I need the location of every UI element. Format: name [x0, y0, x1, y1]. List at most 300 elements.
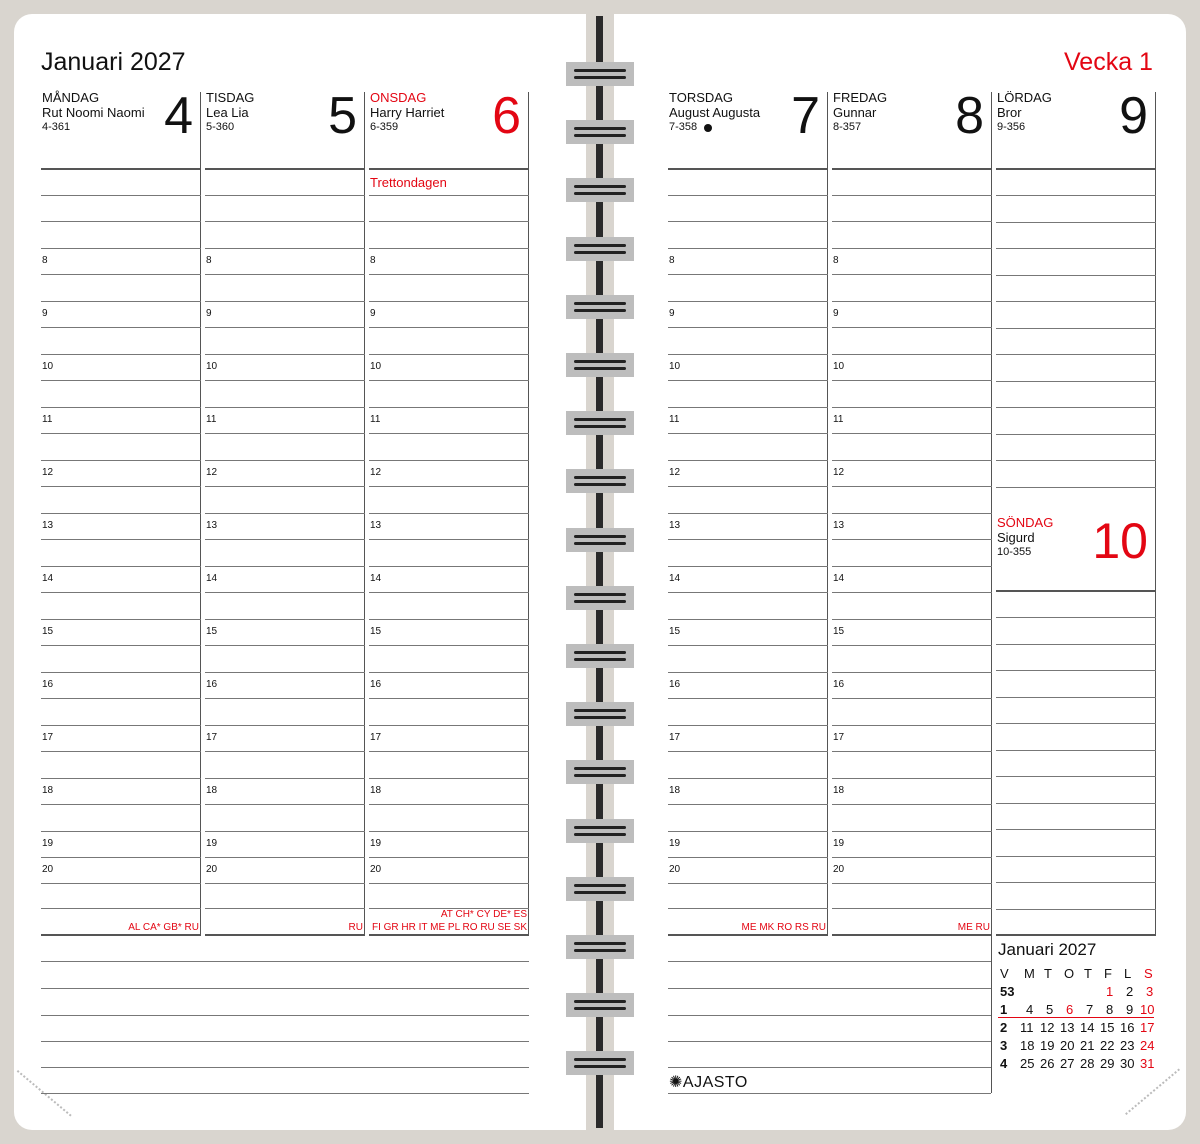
note-line [996, 275, 1156, 276]
mini-calendar-day: 6 [1066, 1002, 1074, 1017]
hour-line [41, 301, 201, 302]
hour-label: 19 [42, 838, 54, 849]
note-line [996, 354, 1156, 355]
note-line [996, 723, 1156, 724]
hour-label: 11 [370, 414, 381, 425]
half-hour-line [668, 274, 828, 275]
mini-calendar-day: 2 [1126, 984, 1134, 999]
half-hour-line [41, 592, 201, 593]
big-date-number: 4 [164, 87, 193, 145]
mini-calendar-header: T [1084, 966, 1092, 981]
spiral-ring [566, 62, 634, 86]
note-line [832, 195, 992, 196]
hour-line [369, 248, 529, 249]
hour-line [369, 407, 529, 408]
spiral-ring [566, 411, 634, 435]
half-hour-line [668, 433, 828, 434]
mini-calendar-day: 10 [1140, 1002, 1155, 1017]
hour-label: 8 [206, 255, 212, 266]
note-line [205, 221, 365, 222]
note-line [41, 195, 201, 196]
mini-calendar-day: 12 [1040, 1020, 1055, 1035]
half-hour-line [369, 274, 529, 275]
big-date-number: 9 [1119, 87, 1148, 145]
half-hour-line [205, 380, 365, 381]
hour-label: 16 [206, 679, 218, 690]
hour-label: 18 [833, 785, 845, 796]
country-flags: RU [348, 922, 363, 933]
half-hour-line [832, 380, 992, 381]
spiral-ring [566, 993, 634, 1017]
mini-calendar-title: Januari 2027 [998, 940, 1097, 959]
hour-label: 19 [206, 838, 218, 849]
header-rule [668, 168, 828, 170]
hour-line [41, 619, 201, 620]
week-number: 4 [1000, 1056, 1008, 1071]
week-number: 3 [1000, 1038, 1008, 1053]
hour-line [832, 248, 992, 249]
half-hour-line [369, 645, 529, 646]
spiral-ring [566, 877, 634, 901]
notes-line [41, 961, 529, 962]
hour-label: 14 [206, 573, 218, 584]
note-line [668, 883, 828, 884]
mini-calendar-day: 19 [1040, 1038, 1055, 1053]
half-hour-line [41, 804, 201, 805]
hour-line [369, 857, 529, 858]
hour-line [205, 857, 365, 858]
half-hour-line [205, 751, 365, 752]
hour-line [205, 301, 365, 302]
notes-line [41, 1067, 529, 1068]
hour-label: 15 [370, 626, 382, 637]
note-line [668, 195, 828, 196]
half-hour-line [369, 486, 529, 487]
note-line [996, 697, 1156, 698]
hour-label: 8 [42, 255, 48, 266]
hour-label: 19 [833, 838, 845, 849]
note-line [369, 883, 529, 884]
hour-label: 12 [42, 467, 54, 478]
hour-line [205, 566, 365, 567]
brand-logo [669, 1072, 748, 1092]
mini-calendar-day: 3 [1146, 984, 1154, 999]
half-hour-line [832, 433, 992, 434]
mini-calendar-header: T [1044, 966, 1052, 981]
day-name: ONSDAG [370, 90, 427, 105]
mini-calendar-day: 24 [1140, 1038, 1155, 1053]
hour-line [832, 831, 992, 832]
half-hour-line [41, 274, 201, 275]
hour-line [832, 619, 992, 620]
hour-line [369, 725, 529, 726]
hour-line [668, 778, 828, 779]
hour-label: 15 [42, 626, 54, 637]
note-line [668, 908, 828, 909]
hour-label: 14 [669, 573, 681, 584]
hour-line [832, 407, 992, 408]
half-hour-line [41, 645, 201, 646]
country-flags: AL CA* GB* RU [128, 922, 199, 933]
notes-line [41, 1015, 529, 1016]
hour-label: 12 [206, 467, 218, 478]
half-hour-line [369, 380, 529, 381]
spiral-ring [566, 819, 634, 843]
hour-line [668, 672, 828, 673]
hour-label: 18 [42, 785, 54, 796]
hour-line [832, 857, 992, 858]
half-hour-line [668, 539, 828, 540]
mini-calendar-day: 31 [1140, 1056, 1155, 1071]
left-page [14, 14, 586, 1130]
hour-line [832, 460, 992, 461]
hour-line [832, 672, 992, 673]
half-hour-line [41, 433, 201, 434]
notes-line [668, 1067, 991, 1068]
note-line [996, 248, 1156, 249]
hour-line [668, 725, 828, 726]
mini-calendar-day: 18 [1020, 1038, 1035, 1053]
hour-label: 10 [370, 361, 382, 372]
hour-label: 20 [833, 864, 845, 875]
half-hour-line [832, 486, 992, 487]
hour-line [205, 725, 365, 726]
name-days: Rut Noomi Naomi [42, 105, 145, 120]
day-name: TORSDAG [669, 90, 734, 105]
hour-line [668, 354, 828, 355]
hour-line [668, 619, 828, 620]
half-hour-line [832, 274, 992, 275]
day-of-year: 4-361 [42, 121, 71, 133]
day-of-year: 9-356 [997, 121, 1026, 133]
mini-calendar-day: 16 [1120, 1020, 1135, 1035]
current-week-underline [998, 1017, 1154, 1018]
hour-line [832, 301, 992, 302]
hour-line [41, 513, 201, 514]
hour-label: 9 [833, 308, 839, 319]
big-date-number: 8 [955, 87, 984, 145]
hour-line [668, 831, 828, 832]
day-name: LÖRDAG [997, 90, 1052, 105]
brand-name: AJASTO [682, 1074, 748, 1091]
holiday-label: Trettondagen [370, 175, 447, 190]
hour-label: 17 [206, 732, 218, 743]
half-hour-line [668, 380, 828, 381]
note-line [832, 908, 992, 909]
hour-label: 17 [833, 732, 845, 743]
hour-label: 16 [370, 679, 382, 690]
half-hour-line [205, 486, 365, 487]
mini-calendar-header: F [1104, 966, 1112, 981]
hour-label: 14 [42, 573, 54, 584]
hour-label: 19 [370, 838, 382, 849]
note-line [996, 222, 1156, 223]
note-line [832, 221, 992, 222]
big-date-number: 6 [492, 87, 521, 145]
hour-label: 16 [833, 679, 845, 690]
spiral-ring [566, 295, 634, 319]
hour-label: 10 [833, 361, 845, 372]
hour-line [832, 513, 992, 514]
half-hour-line [369, 698, 529, 699]
notes-line [668, 1093, 991, 1094]
hour-line [369, 513, 529, 514]
spiral-ring [566, 702, 634, 726]
note-line [996, 381, 1156, 382]
hour-label: 10 [42, 361, 54, 372]
note-line [41, 908, 201, 909]
hour-label: 13 [833, 520, 845, 531]
notes-line [668, 1015, 991, 1016]
hour-line [205, 831, 365, 832]
hour-line [668, 513, 828, 514]
note-line [996, 460, 1156, 461]
notes-line [41, 1041, 529, 1042]
note-line [205, 908, 365, 909]
half-hour-line [832, 698, 992, 699]
day-name: MÅNDAG [42, 90, 100, 105]
name-days: Harry Harriet [370, 105, 445, 120]
note-line [996, 856, 1156, 857]
day-of-year: 8-357 [833, 121, 862, 133]
notes-line [41, 988, 529, 989]
hour-line [668, 566, 828, 567]
half-hour-line [832, 804, 992, 805]
spiral-ring [566, 353, 634, 377]
hour-line [369, 619, 529, 620]
hour-line [205, 354, 365, 355]
half-hour-line [369, 592, 529, 593]
note-line [996, 195, 1156, 196]
half-hour-line [668, 645, 828, 646]
hour-label: 12 [669, 467, 681, 478]
note-line [996, 301, 1156, 302]
mini-calendar-day: 23 [1120, 1038, 1135, 1053]
hour-label: 13 [669, 520, 681, 531]
hour-label: 14 [833, 573, 845, 584]
hour-line [41, 407, 201, 408]
hour-label: 20 [42, 864, 54, 875]
note-line [369, 195, 529, 196]
country-flags: FI GR HR IT ME PL RO RU SE SK [371, 922, 527, 933]
notes-line [668, 988, 991, 989]
spiral-ring [566, 760, 634, 784]
note-line [205, 883, 365, 884]
note-line [996, 909, 1156, 910]
country-flags: AT CH* CY DE* ES [440, 909, 527, 920]
day-of-year: 6-359 [370, 121, 399, 133]
hour-label: 9 [42, 308, 48, 319]
mini-calendar-header: M [1024, 966, 1035, 981]
hour-label: 14 [370, 573, 382, 584]
hour-line [369, 566, 529, 567]
spiral-ring [566, 469, 634, 493]
hour-line [41, 778, 201, 779]
mini-calendar-day: 1 [1106, 984, 1114, 999]
moon-phase-icon [704, 124, 712, 132]
hour-label: 16 [42, 679, 54, 690]
hour-line [41, 460, 201, 461]
note-line [996, 776, 1156, 777]
hour-line [832, 778, 992, 779]
half-hour-line [205, 592, 365, 593]
half-hour-line [832, 592, 992, 593]
hour-line [369, 460, 529, 461]
big-date-number: 10 [1092, 513, 1148, 569]
mini-calendar-day: 30 [1120, 1056, 1135, 1071]
hour-label: 12 [833, 467, 845, 478]
day-name: FREDAG [833, 90, 888, 105]
hour-label: 15 [206, 626, 218, 637]
half-hour-line [41, 539, 201, 540]
note-line [668, 221, 828, 222]
hour-label: 17 [370, 732, 382, 743]
mini-calendar-day: 28 [1080, 1056, 1095, 1071]
note-line [996, 407, 1156, 408]
half-hour-line [832, 645, 992, 646]
mini-calendar-day: 21 [1080, 1038, 1095, 1053]
hour-line [668, 857, 828, 858]
mini-calendar-day: 11 [1020, 1020, 1034, 1035]
country-flags: ME RU [957, 922, 990, 933]
country-flags: ME MK RO RS RU [741, 922, 826, 933]
note-line [996, 803, 1156, 804]
half-hour-line [668, 698, 828, 699]
half-hour-line [369, 751, 529, 752]
hour-line [205, 778, 365, 779]
column-bottom-rule [668, 934, 828, 936]
note-line [996, 328, 1156, 329]
note-line [996, 434, 1156, 435]
spiral-ring [566, 644, 634, 668]
hour-label: 11 [833, 414, 844, 425]
hour-label: 20 [206, 864, 218, 875]
name-days: Gunnar [833, 105, 877, 120]
name-days: August Augusta [669, 105, 761, 120]
hour-label: 8 [833, 255, 839, 266]
hour-line [41, 857, 201, 858]
hour-line [205, 672, 365, 673]
column-bottom-rule [41, 934, 201, 936]
hour-line [832, 725, 992, 726]
note-line [205, 195, 365, 196]
hour-line [369, 778, 529, 779]
note-line [832, 883, 992, 884]
hour-label: 19 [669, 838, 681, 849]
hour-label: 8 [370, 255, 376, 266]
note-line [41, 883, 201, 884]
big-date-number: 5 [328, 87, 357, 145]
name-days: Sigurd [997, 530, 1035, 545]
hour-line [205, 619, 365, 620]
notes-line [668, 961, 991, 962]
hour-label: 10 [669, 361, 681, 372]
header-rule [996, 168, 1156, 170]
note-line [996, 750, 1156, 751]
column-bottom-rule [205, 934, 365, 936]
mini-calendar-header: L [1124, 966, 1132, 981]
half-hour-line [668, 592, 828, 593]
hour-label: 18 [370, 785, 382, 796]
mini-calendar-day: 22 [1100, 1038, 1115, 1053]
hour-line [205, 460, 365, 461]
hour-label: 13 [42, 520, 54, 531]
mini-calendar-day: 29 [1100, 1056, 1115, 1071]
mini-calendar-header: O [1064, 966, 1075, 981]
half-hour-line [668, 486, 828, 487]
week-title: Vecka 1 [1064, 48, 1153, 76]
half-hour-line [369, 433, 529, 434]
half-hour-line [832, 751, 992, 752]
half-hour-line [41, 751, 201, 752]
note-line [996, 487, 1156, 488]
spiral-ring [566, 935, 634, 959]
mini-calendar-day: 14 [1080, 1020, 1095, 1035]
hour-line [832, 566, 992, 567]
name-days: Bror [997, 105, 1022, 120]
half-hour-line [41, 380, 201, 381]
mini-calendar-day: 15 [1100, 1020, 1115, 1035]
day-of-year: 10-355 [997, 546, 1032, 558]
hour-line [668, 460, 828, 461]
note-line [41, 221, 201, 222]
spiral-ring [566, 237, 634, 261]
hour-label: 12 [370, 467, 382, 478]
half-hour-line [205, 327, 365, 328]
hour-label: 16 [669, 679, 681, 690]
hour-line [668, 248, 828, 249]
header-rule [369, 168, 529, 170]
note-line [996, 882, 1156, 883]
mini-calendar-day: 13 [1060, 1020, 1075, 1035]
hour-line [369, 301, 529, 302]
column-divider [991, 935, 992, 1093]
hour-line [41, 831, 201, 832]
hour-label: 20 [669, 864, 681, 875]
half-hour-line [41, 698, 201, 699]
spiral-ring [566, 586, 634, 610]
hour-label: 17 [669, 732, 681, 743]
hour-line [205, 248, 365, 249]
half-hour-line [369, 804, 529, 805]
hour-label: 9 [669, 308, 675, 319]
mini-calendar-day: 7 [1086, 1002, 1094, 1017]
half-hour-line [668, 327, 828, 328]
hour-line [205, 407, 365, 408]
hour-label: 13 [206, 520, 218, 531]
day-of-year: 5-360 [206, 121, 235, 133]
month-title: Januari 2027 [41, 48, 186, 76]
day-name: SÖNDAG [997, 515, 1054, 530]
half-hour-line [205, 539, 365, 540]
week-number: 2 [1000, 1020, 1008, 1035]
hour-line [41, 725, 201, 726]
hour-label: 9 [370, 308, 376, 319]
hour-label: 11 [42, 414, 53, 425]
hour-line [369, 354, 529, 355]
hour-line [369, 831, 529, 832]
day-name: TISDAG [206, 90, 255, 105]
half-hour-line [668, 751, 828, 752]
header-rule [205, 168, 365, 170]
hour-label: 20 [370, 864, 382, 875]
week-number: 1 [1000, 1002, 1008, 1017]
note-line [996, 617, 1156, 618]
hour-line [41, 672, 201, 673]
hour-label: 17 [42, 732, 54, 743]
half-hour-line [832, 327, 992, 328]
hour-label: 13 [370, 520, 382, 531]
